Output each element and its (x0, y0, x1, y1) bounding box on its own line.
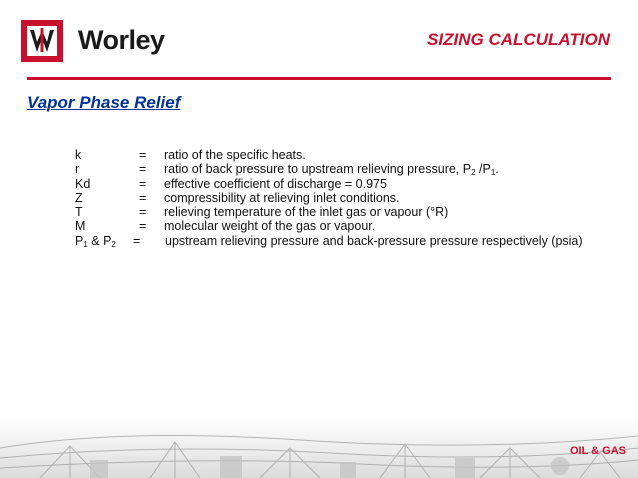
footer-label: OIL & GAS (569, 445, 626, 457)
header-title: SIZING CALCULATION (427, 30, 610, 49)
definition-text: ratio of the specific heats. (164, 148, 306, 162)
definition-text: effective coefficient of discharge = 0.975 (164, 176, 387, 191)
definition-equals: = (139, 205, 147, 220)
brand-name: Worley (78, 25, 165, 55)
definition-text: upstream relieving pressure and back-pressure pressure respectively (psia) (165, 233, 583, 248)
worley-logo (21, 20, 63, 62)
definition-symbol: T (75, 205, 83, 220)
definition-equals: = (139, 176, 147, 191)
footer-plant-image (0, 418, 638, 478)
definition-symbol: Kd (75, 176, 91, 191)
definition-equals: = (133, 233, 141, 248)
definition-text: compressibility at relieving inlet conditions. (164, 190, 400, 205)
definition-symbol: M (75, 219, 86, 234)
definition-symbol: $P_1$ & $P_2$ (75, 233, 116, 249)
worley-mark-icon (27, 26, 57, 56)
definition-text: relieving temperature of the inlet gas or vapour (°R) (164, 205, 449, 220)
definition-symbol: k (75, 148, 82, 162)
definition-symbol: Z (75, 190, 83, 205)
definition-text: ratio of back pressure to upstream relieving pressure, $P_2$ $/P_1$. (164, 162, 499, 178)
definition-equals: = (139, 148, 147, 162)
header-divider (27, 77, 611, 80)
definition-equals: = (139, 162, 147, 177)
definition-equals: = (139, 190, 147, 205)
definition-equals: = (139, 219, 147, 234)
section-title: Vapor Phase Relief (27, 93, 181, 112)
definition-text: molecular weight of the gas or vapour. (164, 219, 376, 234)
definition-symbol: r (75, 162, 80, 177)
